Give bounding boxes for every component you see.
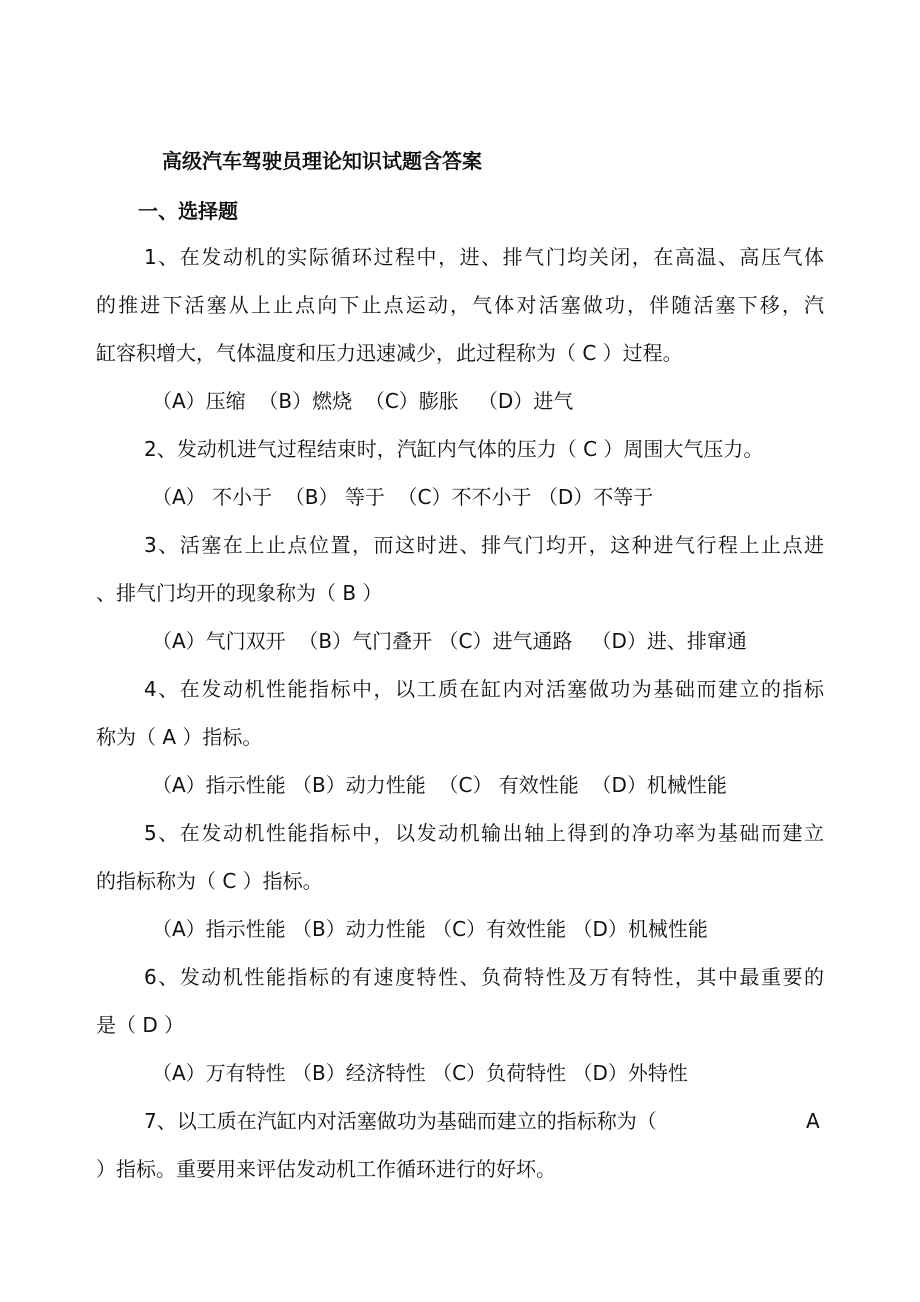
question-5-options: （A）指示性能 （B）动力性能 （C）有效性能 （D）机械性能 [152,917,708,941]
question-4-options: （A）指示性能 （B）动力性能 （C） 有效性能 （D）机械性能 [152,773,727,797]
question-2-line-1: 2、发动机进气过程结束时，汽缸内气体的压力（ C ）周围大气压力。 [144,437,764,461]
question-2-options: （A） 不小于 （B） 等于 （C）不不小于 （D）不等于 [152,485,654,509]
section-heading: 一、选择题 [138,199,238,223]
question-1-line-3: 缸容积增大，气体温度和压力迅速减少，此过程称为（ C ）过程。 [96,341,683,365]
question-5-line-1: 5、在发动机性能指标中，以发动机输出轴上得到的净功率为基础而建立 [144,821,824,845]
question-1-line-1: 1、在发动机的实际循环过程中，进、排气门均关闭，在高温、高压气体 [144,245,824,269]
question-6-line-1: 6、发动机性能指标的有速度特性、负荷特性及万有特性，其中最重要的 [144,965,824,989]
question-5-line-2: 的指标称为（ C ）指标。 [96,869,323,893]
question-3-line-1: 3、活塞在上止点位置，而这时进、排气门均开，这种进气行程上止点进 [144,533,824,557]
question-1-line-2: 的推进下活塞从上止点向下止点运动，气体对活塞做功，伴随活塞下移，汽 [96,293,824,317]
question-6-line-2: 是（ D ） [96,1013,185,1037]
question-7-line-1: 7、以工质在汽缸内对活塞做功为基础而建立的指标称为（ [144,1109,657,1133]
question-7-answer: A [806,1109,820,1133]
question-3-line-2: 、排气门均开的现象称为（ B ） [96,581,383,605]
document-title: 高级汽车驾驶员理论知识试题含答案 [162,149,482,173]
question-3-options: （A）气门双开 （B）气门叠开 （C）进气通路 （D）进、排窜通 [152,629,747,653]
question-1-options: （A）压缩 （B）燃烧 （C）膨胀 （D）进气 [152,389,574,413]
question-4-line-1: 4、在发动机性能指标中，以工质在缸内对活塞做功为基础而建立的指标 [144,677,824,701]
question-6-options: （A）万有特性 （B）经济特性 （C）负荷特性 （D）外特性 [152,1061,688,1085]
question-7-line-2: ）指标。重要用来评估发动机工作循环进行的好坏。 [96,1157,556,1181]
question-4-line-2: 称为（ A ）指标。 [96,725,263,749]
